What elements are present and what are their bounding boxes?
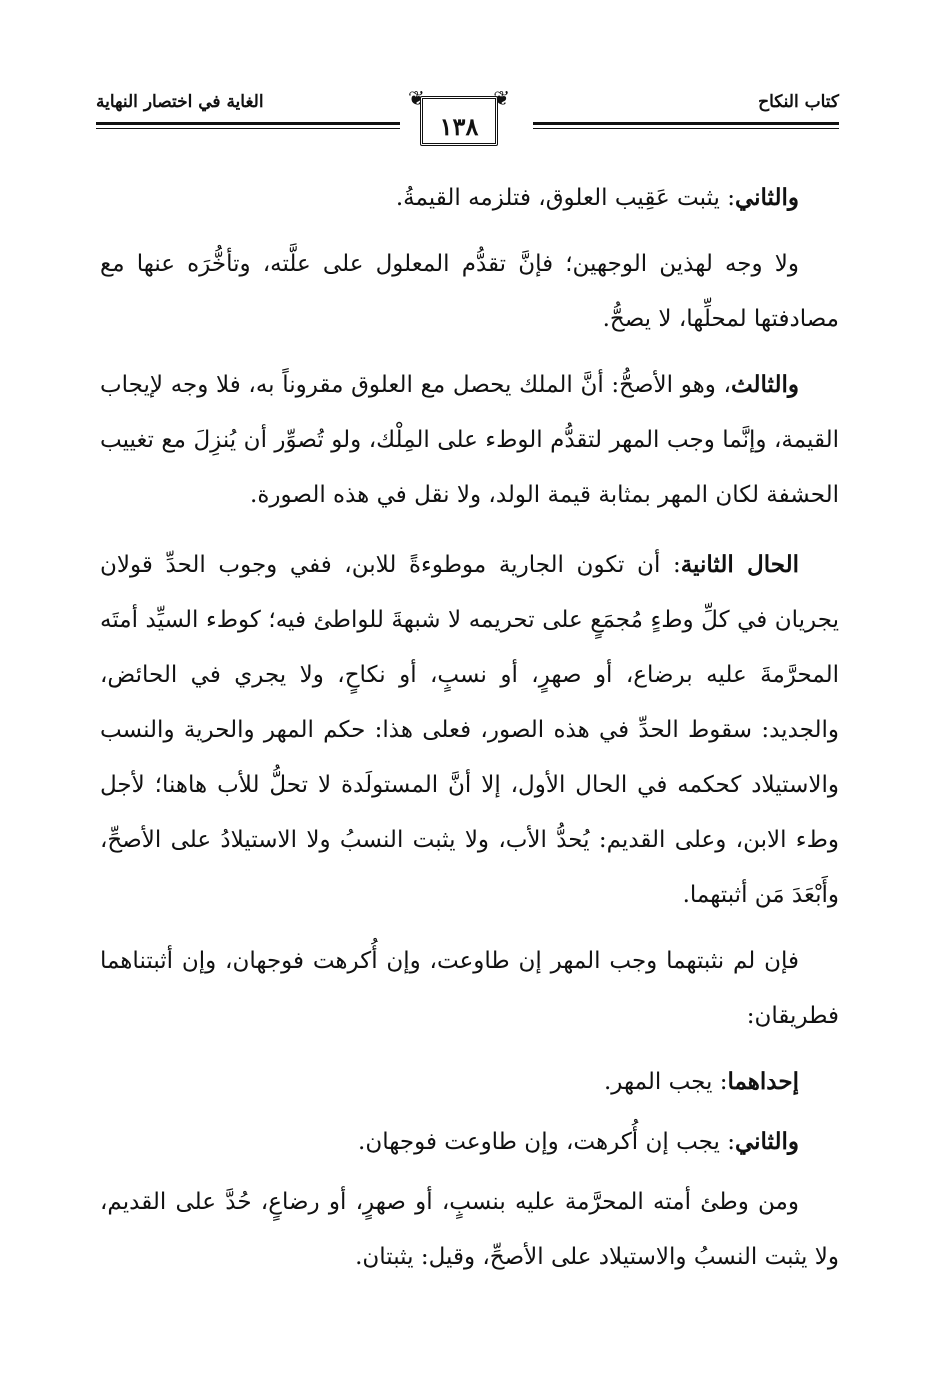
paragraph-text: ، وهو الأصحُّ: أنَّ الملك يحصل مع العلوق مقروناً به، فلا وجه لإيجاب القيمة، وإنَّما وجب المهر لتقدُّم الوطء على المِلْك، ولو تُصوِّر أن يُنزِلَ مع تغييب الحشفة لكان المهر بمثابة قيمة الولد، ولا نقل في هذه الصورة. — [100, 372, 839, 508]
paragraph — [100, 357, 839, 523]
paragraph — [100, 1054, 839, 1110]
ornament-left-icon: ❦ — [408, 86, 425, 110]
book-title: الغاية في اختصار النهاية — [96, 92, 264, 112]
paragraph-text: : يجب إن أُكرهت، وإن طاوعت فوجهان. — [358, 1129, 735, 1155]
paragraph-lead: والثاني — [734, 184, 799, 211]
paragraph — [100, 170, 839, 226]
paragraph — [100, 537, 839, 923]
paragraph-lead: والثاني — [734, 1128, 799, 1155]
paragraph — [100, 1114, 839, 1170]
paragraph-lead: إحداهما — [727, 1068, 799, 1095]
paragraph-text: ولا وجه لهذين الوجهين؛ فإنَّ تقدُّم المعلول على علَّته، وتأخُّرَه عنها مع مصادفتها لمحلِّها، لا يصحُّ. — [100, 251, 839, 332]
chapter-title: كتاب النكاح — [758, 92, 839, 112]
header-rule-right — [533, 122, 839, 125]
paragraph — [100, 1174, 839, 1285]
body-text — [100, 170, 839, 1295]
page-number-box — [408, 84, 510, 146]
paragraph-text: : أن تكون الجارية موطوءةً للابن، ففي وجوب الحدِّ قولان يجريان في كلِّ وطءٍ مُجمَعٍ على تحريمه لا شبهةَ للواطئ فيه؛ كوطء السيِّد أمتَه المحرَّمةَ عليه برضاع، أو صهرٍ، أو نسبٍ، أو نكاحٍ، ولا يجري في الحائض، والجديد: سقوط الحدِّ في هذه الصور، فعلى هذا: حكم المهر والحرية والنسب والاستيلاد كحكمه في الحال الأول، إلا أنَّ المستولَدة لا تحلُّ للأب هاهنا؛ لأجل وطء الابن، وعلى القديم: يُحدُّ الأب، ولا يثبت النسبُ ولا الاستيلادُ على الأصحِّ، وأَبْعَدَ مَن أثبتهما. — [100, 552, 839, 908]
running-header — [96, 80, 839, 160]
paragraph-text: : يجب المهر. — [603, 1069, 728, 1095]
paragraph — [100, 933, 839, 1044]
paragraph — [100, 236, 839, 347]
ornament-right-icon: ❦ — [493, 86, 510, 110]
paragraph-text: : يثبت عَقِيب العلوق، فتلزمه القيمةُ. — [395, 185, 735, 211]
paragraph-text: فإن لم نثبتهما وجب المهر إن طاوعت، وإن أُكرهت فوجهان، وإن أثبتناهما فطريقان: — [100, 948, 839, 1029]
page-number: ١٣٨ — [439, 112, 479, 141]
paragraph-lead: والثالث — [730, 371, 799, 398]
paragraph-lead: الحال الثانية — [680, 551, 799, 578]
header-rule-left — [96, 122, 400, 125]
paragraph-text: ومن وطئ أمته المحرَّمة عليه بنسبٍ، أو صهرٍ، أو رضاعٍ، حُدَّ على القديم، ولا يثبت النسبُ والاستيلاد على الأصحِّ، وقيل: يثبتان. — [100, 1189, 839, 1270]
